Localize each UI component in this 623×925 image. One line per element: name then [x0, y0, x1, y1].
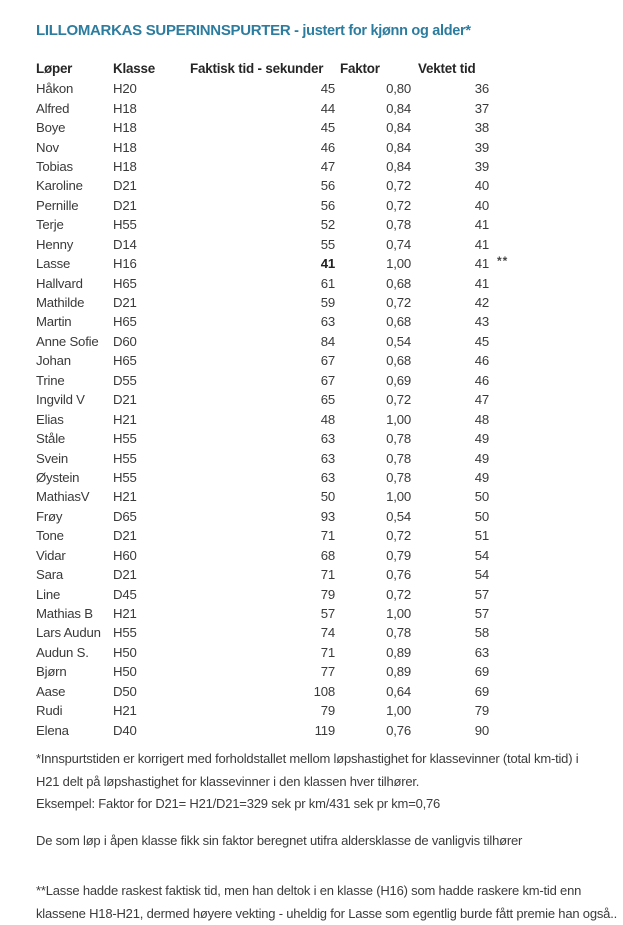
footnote-line: Eksempel: Faktor for D21= H21/D21=329 sek pr km/431 sek pr km=0,76: [36, 796, 441, 811]
footnotes: [36, 748, 621, 925]
cell-weighted-time: 57: [474, 586, 489, 602]
table-row: [36, 526, 566, 545]
cell-runner-name: Ståle: [36, 431, 66, 447]
cell-runner-name: Johan: [36, 353, 71, 369]
cell-class: D21: [113, 178, 137, 194]
table-rows: [36, 79, 566, 740]
cell-actual-time: 68: [320, 547, 335, 563]
cell-actual-time: 48: [320, 411, 335, 427]
cell-runner-name: Rudi: [36, 703, 63, 719]
cell-runner-name: Ingvild V: [36, 392, 85, 408]
footnote-lasse: [36, 880, 621, 925]
cell-weighted-time: 40: [474, 197, 489, 213]
cell-factor: 1,00: [386, 489, 411, 505]
cell-class: H55: [113, 217, 137, 233]
cell-factor: 0,68: [386, 275, 411, 291]
cell-actual-time: 71: [320, 644, 335, 660]
cell-class: D21: [113, 528, 137, 544]
cell-factor: 0,64: [386, 683, 411, 699]
header-faktor: Faktor: [340, 60, 380, 76]
cell-actual-time: 55: [320, 236, 335, 252]
cell-factor: 0,72: [386, 392, 411, 408]
cell-weighted-time: 57: [474, 606, 489, 622]
table-row: [36, 254, 566, 273]
cell-weighted-time: 48: [474, 411, 489, 427]
page-title: [36, 22, 471, 39]
cell-runner-name: Lasse: [36, 256, 71, 272]
table-row: [36, 565, 566, 584]
cell-weighted-time: 79: [474, 703, 489, 719]
cell-actual-time: 79: [320, 586, 335, 602]
cell-class: H65: [113, 314, 137, 330]
cell-factor: 0,89: [386, 644, 411, 660]
cell-class: H55: [113, 431, 137, 447]
cell-actual-time: 65: [320, 392, 335, 408]
cell-class: H21: [113, 606, 137, 622]
cell-weighted-time: 69: [474, 664, 489, 680]
table-row: [36, 682, 566, 701]
cell-weighted-time: 49: [474, 431, 489, 447]
cell-factor: 0,84: [386, 120, 411, 136]
cell-actual-time: 63: [320, 431, 335, 447]
table-row: [36, 643, 566, 662]
cell-class: H20: [113, 81, 137, 97]
table-row: [36, 623, 566, 642]
cell-runner-name: Martin: [36, 314, 72, 330]
table-row: [36, 546, 566, 565]
page-title-main: LILLOMARKAS SUPERINNSPURTER: [36, 22, 291, 39]
cell-weighted-time: 38: [474, 120, 489, 136]
cell-weighted-time: 90: [474, 722, 489, 738]
table-row: [36, 448, 566, 467]
cell-weighted-time: 42: [474, 295, 489, 311]
cell-factor: 0,72: [386, 586, 411, 602]
cell-runner-name: Pernille: [36, 197, 79, 213]
cell-weighted-time: 41: [474, 256, 489, 272]
cell-weighted-time: 45: [474, 333, 489, 349]
cell-runner-name: Anne Sofie: [36, 333, 99, 349]
table-row: [36, 215, 566, 234]
cell-actual-time: 71: [320, 528, 335, 544]
cell-actual-time: 84: [320, 333, 335, 349]
cell-weighted-time: 50: [474, 508, 489, 524]
cell-factor: 0,84: [386, 158, 411, 174]
cell-factor: 0,84: [386, 100, 411, 116]
table-row: [36, 701, 566, 720]
cell-runner-name: Aase: [36, 683, 66, 699]
cell-factor: 0,79: [386, 547, 411, 563]
cell-actual-time: 67: [320, 372, 335, 388]
header-faktisk-tid: Faktisk tid - sekunder: [190, 60, 324, 76]
cell-factor: 1,00: [386, 256, 411, 272]
table-row: [36, 98, 566, 117]
cell-class: D50: [113, 683, 137, 699]
cell-runner-name: Elena: [36, 722, 69, 738]
cell-actual-time: 77: [320, 664, 335, 680]
cell-weighted-time: 49: [474, 450, 489, 466]
cell-weighted-time: 46: [474, 353, 489, 369]
results-table: [36, 57, 566, 740]
cell-actual-time: 46: [320, 139, 335, 155]
cell-note-marker: **: [497, 253, 509, 268]
table-row: [36, 118, 566, 137]
table-row: [36, 332, 566, 351]
cell-runner-name: Sara: [36, 567, 64, 583]
table-row: [36, 273, 566, 292]
cell-factor: 1,00: [386, 411, 411, 427]
table-row: [36, 293, 566, 312]
footnote-line: De som løp i åpen klasse fikk sin faktor beregnet utifra aldersklasse de vanligvis tilhører: [36, 832, 523, 848]
cell-weighted-time: 58: [474, 625, 489, 641]
table-row: [36, 720, 566, 739]
cell-class: D60: [113, 333, 137, 349]
cell-class: H55: [113, 450, 137, 466]
cell-actual-time: 56: [320, 178, 335, 194]
table-row: [36, 176, 566, 195]
cell-actual-time: 79: [320, 703, 335, 719]
cell-class: D21: [113, 295, 137, 311]
cell-factor: 0,76: [386, 722, 411, 738]
cell-actual-time: 63: [320, 314, 335, 330]
cell-actual-time: 59: [320, 295, 335, 311]
cell-factor: 0,78: [386, 431, 411, 447]
cell-class: D40: [113, 722, 137, 738]
cell-actual-time: 67: [320, 353, 335, 369]
cell-actual-time: 74: [320, 625, 335, 641]
footnote-line: *Innspurtstiden er korrigert med forholdstallet mellom løpshastighet for klassevinner (total km-tid) i: [36, 751, 579, 766]
cell-class: H60: [113, 547, 137, 563]
cell-runner-name: Tobias: [36, 158, 73, 174]
cell-actual-time: 63: [320, 450, 335, 466]
cell-class: H21: [113, 703, 137, 719]
cell-class: D21: [113, 567, 137, 583]
cell-runner-name: Alfred: [36, 100, 70, 116]
cell-class: D21: [113, 197, 137, 213]
cell-runner-name: Mathilde: [36, 295, 85, 311]
cell-actual-time: 41: [320, 256, 335, 272]
cell-runner-name: Henny: [36, 236, 74, 252]
cell-actual-time: 56: [320, 197, 335, 213]
cell-factor: 0,78: [386, 625, 411, 641]
footnote-line: **Lasse hadde raskest faktisk tid, men han deltok i en klasse (H16) som hadde raskere km-tid enn: [36, 883, 582, 898]
cell-class: D21: [113, 392, 137, 408]
cell-factor: 0,80: [386, 81, 411, 97]
cell-weighted-time: 49: [474, 469, 489, 485]
cell-class: D14: [113, 236, 137, 252]
cell-runner-name: Hallvard: [36, 275, 83, 291]
table-row: [36, 584, 566, 603]
cell-actual-time: 52: [320, 217, 335, 233]
cell-factor: 0,68: [386, 314, 411, 330]
cell-weighted-time: 39: [474, 158, 489, 174]
table-row: [36, 351, 566, 370]
cell-weighted-time: 50: [474, 489, 489, 505]
table-header-row: [36, 57, 566, 79]
cell-class: H65: [113, 275, 137, 291]
cell-class: H18: [113, 158, 137, 174]
cell-runner-name: Elias: [36, 411, 64, 427]
cell-runner-name: Karoline: [36, 178, 83, 194]
cell-factor: 1,00: [386, 606, 411, 622]
footnote-line: klassene H18-H21, dermed høyere vekting - uheldig for Lasse som egentlig burde fått premie han også..: [36, 905, 618, 921]
cell-runner-name: Boye: [36, 120, 66, 136]
cell-weighted-time: 63: [474, 644, 489, 660]
cell-class: H18: [113, 120, 137, 136]
table-row: [36, 409, 566, 428]
table-row: [36, 468, 566, 487]
cell-runner-name: Frøy: [36, 508, 63, 524]
cell-factor: 0,78: [386, 450, 411, 466]
cell-class: D45: [113, 586, 137, 602]
cell-actual-time: 57: [320, 606, 335, 622]
cell-class: H55: [113, 469, 137, 485]
cell-actual-time: 44: [320, 100, 335, 116]
page-title-subtitle: - justert for kjønn og alder*: [290, 23, 471, 39]
cell-runner-name: Tone: [36, 528, 64, 544]
table-row: [36, 662, 566, 681]
cell-runner-name: Mathias B: [36, 606, 93, 622]
cell-runner-name: Line: [36, 586, 61, 602]
cell-factor: 0,76: [386, 567, 411, 583]
cell-runner-name: Svein: [36, 450, 68, 466]
cell-class: H21: [113, 411, 137, 427]
cell-runner-name: Bjørn: [36, 664, 67, 680]
cell-factor: 0,72: [386, 528, 411, 544]
cell-class: D65: [113, 508, 137, 524]
cell-weighted-time: 69: [474, 683, 489, 699]
cell-factor: 0,54: [386, 333, 411, 349]
cell-factor: 0,54: [386, 508, 411, 524]
cell-class: H50: [113, 664, 137, 680]
table-row: [36, 487, 566, 506]
cell-weighted-time: 46: [474, 372, 489, 388]
cell-class: H18: [113, 139, 137, 155]
header-loper: Løper: [36, 60, 73, 76]
cell-runner-name: Øystein: [36, 469, 80, 485]
cell-runner-name: Terje: [36, 217, 64, 233]
cell-weighted-time: 36: [474, 81, 489, 97]
cell-weighted-time: 47: [474, 392, 489, 408]
footnote-line: H21 delt på løpshastighet for klassevinner i den klassen hver tilhører.: [36, 773, 420, 789]
table-row: [36, 507, 566, 526]
table-row: [36, 235, 566, 254]
cell-runner-name: Håkon: [36, 81, 74, 97]
footnote-factor-explanation: [36, 748, 621, 816]
cell-weighted-time: 40: [474, 178, 489, 194]
table-row: [36, 79, 566, 98]
cell-class: H16: [113, 256, 137, 272]
table-row: [36, 157, 566, 176]
cell-actual-time: 45: [320, 81, 335, 97]
cell-weighted-time: 54: [474, 567, 489, 583]
cell-actual-time: 63: [320, 469, 335, 485]
cell-factor: 0,78: [386, 469, 411, 485]
cell-class: H50: [113, 644, 137, 660]
table-row: [36, 604, 566, 623]
cell-runner-name: Lars Audun: [36, 625, 101, 641]
cell-class: H55: [113, 625, 137, 641]
cell-actual-time: 50: [320, 489, 335, 505]
cell-runner-name: Vidar: [36, 547, 66, 563]
cell-runner-name: Trine: [36, 372, 65, 388]
cell-weighted-time: 39: [474, 139, 489, 155]
header-klasse: Klasse: [113, 60, 155, 76]
cell-weighted-time: 51: [474, 528, 489, 544]
cell-weighted-time: 41: [474, 217, 489, 233]
cell-factor: 0,72: [386, 197, 411, 213]
cell-weighted-time: 43: [474, 314, 489, 330]
cell-actual-time: 47: [320, 158, 335, 174]
cell-actual-time: 108: [313, 683, 335, 699]
cell-class: H65: [113, 353, 137, 369]
cell-weighted-time: 37: [474, 100, 489, 116]
table-row: [36, 312, 566, 331]
cell-actual-time: 45: [320, 120, 335, 136]
cell-factor: 0,89: [386, 664, 411, 680]
cell-factor: 0,74: [386, 236, 411, 252]
cell-class: H21: [113, 489, 137, 505]
footnote-open-class: [36, 830, 621, 853]
cell-class: D55: [113, 372, 137, 388]
table-row: [36, 371, 566, 390]
header-vektet-tid: Vektet tid: [418, 60, 476, 76]
cell-actual-time: 61: [320, 275, 335, 291]
cell-weighted-time: 54: [474, 547, 489, 563]
cell-actual-time: 119: [314, 722, 335, 738]
cell-factor: 1,00: [386, 703, 411, 719]
cell-runner-name: Audun S.: [36, 644, 89, 660]
cell-factor: 0,72: [386, 295, 411, 311]
table-row: [36, 196, 566, 215]
table-row: [36, 390, 566, 409]
cell-factor: 0,69: [386, 372, 411, 388]
cell-factor: 0,84: [386, 139, 411, 155]
cell-factor: 0,68: [386, 353, 411, 369]
cell-actual-time: 93: [320, 508, 335, 524]
table-row: [36, 429, 566, 448]
cell-weighted-time: 41: [474, 236, 489, 252]
cell-runner-name: MathiasV: [36, 489, 90, 505]
cell-class: H18: [113, 100, 137, 116]
cell-weighted-time: 41: [474, 275, 489, 291]
cell-actual-time: 71: [320, 567, 335, 583]
table-row: [36, 137, 566, 156]
cell-factor: 0,72: [386, 178, 411, 194]
cell-runner-name: Nov: [36, 139, 59, 155]
cell-factor: 0,78: [386, 217, 411, 233]
